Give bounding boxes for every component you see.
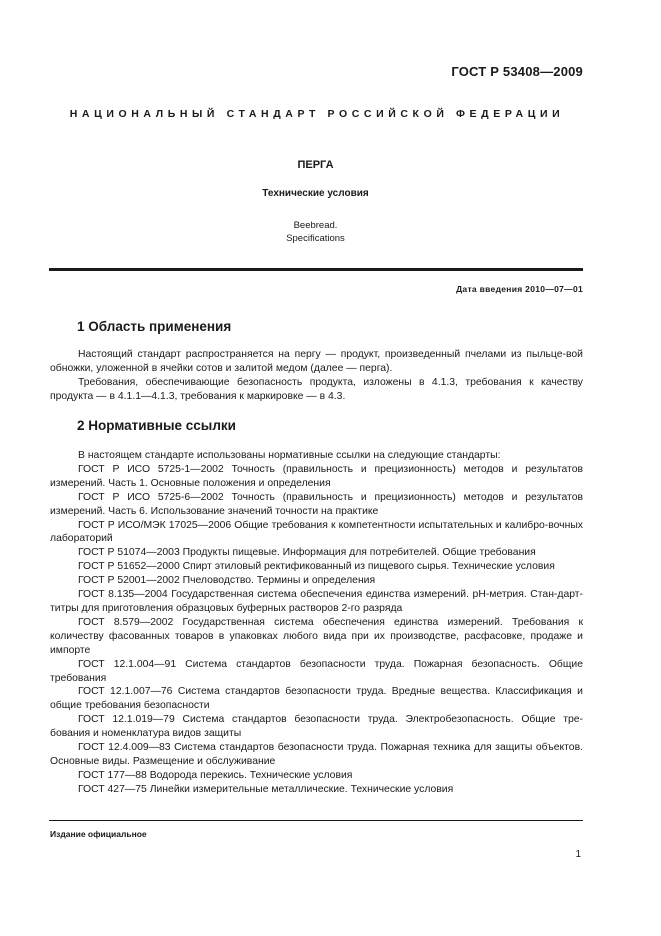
page-number: 1: [575, 849, 581, 860]
reference-item: ГОСТ Р ИСО/МЭК 17025—2006 Общие требования к компетентности испытательных и калибро-вочных лабораторий: [50, 519, 583, 545]
section-2-heading: 2 Нормативные ссылки: [77, 418, 236, 433]
document-title: ПЕРГА: [297, 159, 334, 171]
title-divider: [49, 268, 583, 271]
reference-item: ГОСТ 427—75 Линейки измерительные металлические. Технические условия: [78, 783, 454, 795]
reference-item: ГОСТ 12.1.019—79 Система стандартов безопасности труда. Электробезопасность. Общие тре-бования и номенклатура видов защиты: [50, 714, 583, 740]
reference-item: ГОСТ 12.1.004—91 Система стандартов безопасности труда. Пожарная безопасность. Общие требования: [50, 658, 583, 684]
paragraph: Настоящий стандарт распространяется на пергу — продукт, произведенный пчелами из пыльце-вой обножки, уложенной в ячейки сотов и залитой медом (далее — перга).: [50, 349, 583, 374]
reference-item: ГОСТ 8.135—2004 Государственная система обеспечения единства измерений. pH-метрия. Стан-дарт-титры для приготовления образцовых буферных растворов 2-го разряда: [50, 589, 583, 614]
paragraph: Требования, обеспечивающие безопасность продукта, изложены в 4.1.3, требования к качеству продукта — в 4.1.1—4.1.3, требования к маркировке — в 4.3.: [50, 376, 583, 402]
reference-item: ГОСТ 12.4.009—83 Система стандартов безопасности труда. Пожарная техника для защиты объектов. Основные виды. Размещение и обслуживание: [50, 742, 583, 767]
english-title: [0, 219, 631, 245]
reference-item: ГОСТ Р 52001—2002 Пчеловодство. Термины и определения: [78, 575, 376, 587]
section-1-heading: 1 Область применения: [77, 319, 232, 334]
footer-divider: [49, 820, 583, 821]
document-subtitle: Технические условия: [262, 188, 369, 199]
reference-item: ГОСТ 177—88 Водорода перекись. Технические условия: [78, 769, 353, 781]
reference-item: ГОСТ 12.1.007—76 Система стандартов безопасности труда. Вредные вещества. Классификация и общие требования безопасности: [50, 686, 583, 712]
reference-item: ГОСТ Р 51074—2003 Продукты пищевые. Информация для потребителей. Общие требования: [78, 547, 536, 559]
paragraph: В настоящем стандарте использованы нормативные ссылки на следующие стандарты:: [78, 450, 501, 461]
reference-item: ГОСТ Р ИСО 5725-1—2002 Точность (правильность и прецизионность) методов и результатов измерений. Часть 1. Основные положения и определения: [50, 463, 583, 489]
reference-item: ГОСТ 8.579—2002 Государственная система обеспечения единства измерений. Требования к количеству фасованных товаров в упаковках любого вида при их производстве, расфасовке, продаже и импорте: [50, 616, 583, 656]
section-1-body: [50, 348, 583, 404]
official-edition-label: Издание официальное: [50, 829, 147, 839]
national-standard-banner: НАЦИОНАЛЬНЫЙ СТАНДАРТ РОССИЙСКОЙ ФЕДЕРАЦИИ: [69, 108, 565, 120]
introduction-date: Дата введения 2010—07—01: [456, 284, 583, 294]
document-number: ГОСТ Р 53408—2009: [451, 64, 583, 79]
section-2-body: [50, 449, 583, 797]
reference-item: ГОСТ Р 51652—2000 Спирт этиловый ректификованный из пищевого сырья. Технические условия: [78, 561, 555, 573]
english-title-line: Beebread.: [293, 220, 338, 231]
reference-item: ГОСТ Р ИСО 5725-6—2002 Точность (правильность и прецизионность) методов и результатов измерений. Часть 6. Использование значений точности на практике: [50, 491, 583, 517]
english-subtitle-line: Specifications: [286, 233, 345, 244]
